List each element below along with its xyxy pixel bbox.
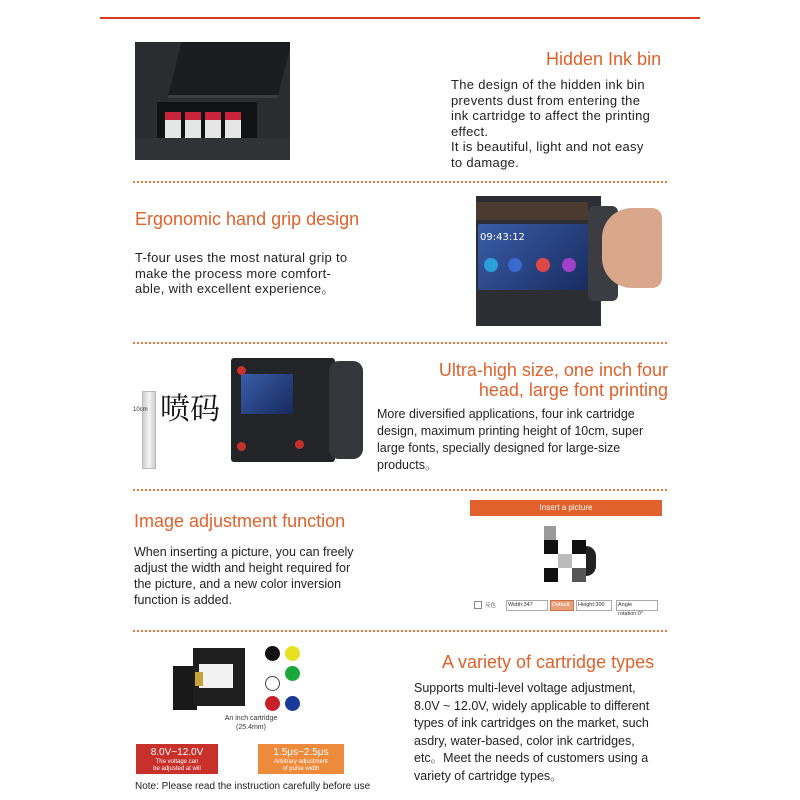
- pixel-block: [572, 540, 586, 554]
- image-adjust-title: Image adjustment function: [134, 511, 346, 531]
- pixel-block: [544, 568, 558, 582]
- hidden-bin-title: Hidden Ink bin: [546, 49, 662, 69]
- default-button[interactable]: Default: [550, 600, 574, 611]
- printer-device: [231, 358, 335, 462]
- ink-color-dot: [265, 676, 280, 691]
- ink-color-dot: [265, 696, 280, 711]
- text-line: T-four uses the most natural grip to: [135, 250, 348, 265]
- ruler-label: 10cm: [133, 407, 148, 413]
- cartridges-text: [414, 680, 676, 785]
- title-line: Ultra-high size, one inch four: [438, 360, 668, 380]
- cartridge-row: [476, 202, 588, 220]
- print-sample: 喷码: [160, 392, 220, 427]
- caption-line: An inch cartridge: [224, 715, 278, 722]
- text-line: Supports multi-level voltage adjustment,: [414, 681, 636, 695]
- badge-note: Arbitrary adjustment: [274, 759, 328, 765]
- knob: [237, 366, 246, 375]
- text-line: able, with excellent experience。: [135, 281, 335, 296]
- dialog-title-bar: Insert a picture: [470, 500, 662, 516]
- text-line: to damage.: [451, 154, 520, 170]
- title-line: head, large font printing: [478, 380, 668, 400]
- text-line: prevents dust from entering the: [451, 92, 641, 108]
- pixel-block: [544, 526, 556, 540]
- grip-title: Ergonomic hand grip design: [135, 209, 360, 229]
- hand: [602, 208, 662, 288]
- text-line: 8.0V ~ 12.0V, widely applicable to different: [414, 698, 650, 713]
- cartridge-label: [199, 664, 233, 688]
- ink-cartridge: [173, 642, 245, 710]
- top-rule: [100, 17, 700, 19]
- section-divider: [133, 630, 667, 632]
- app-icon: [536, 258, 550, 272]
- text-line: large fonts, specially designed for large-size: [377, 441, 621, 455]
- ultra-text: [377, 406, 672, 474]
- pixel-block: [572, 568, 586, 582]
- screen-clock: 09:43:12: [480, 232, 525, 243]
- picture-preview: [540, 526, 600, 584]
- text-line: the picture, and a new color inversion: [134, 577, 342, 591]
- text-line: types of ink cartridges on the market, such: [414, 716, 649, 730]
- text-line: ink cartridge to affect the printing: [451, 108, 651, 123]
- text-line: adjust the width and height required for: [134, 561, 351, 575]
- knob: [237, 442, 246, 451]
- badge-note: The voltage can: [155, 759, 199, 765]
- knob: [295, 440, 304, 449]
- image-adjust-text: [134, 544, 404, 608]
- text-line: products。: [377, 458, 438, 472]
- text-line: It is beautiful, light and not easy: [451, 139, 644, 154]
- printer-lid: [168, 42, 290, 98]
- section-divider: [133, 489, 667, 491]
- text-line: make the process more comfort-: [135, 265, 332, 281]
- badge-note: of pulse width: [282, 765, 320, 772]
- text-line: etc。Meet the needs of customers using a: [414, 751, 649, 765]
- pixel-block: [586, 546, 596, 576]
- text-line: asdry, water-based, color ink cartridges,: [414, 733, 635, 748]
- ruler: [142, 391, 156, 469]
- pixel-block: [544, 540, 558, 554]
- hand-grip: [329, 361, 363, 459]
- ink-color-dot: [285, 646, 300, 661]
- cartridge-photo: [163, 636, 313, 736]
- invert-label: 反色: [485, 603, 497, 609]
- ink-color-dot: [285, 696, 300, 711]
- app-icon: [484, 258, 498, 272]
- dialog-controls: [474, 600, 662, 617]
- text-line: variety of cartridge types。: [414, 768, 563, 783]
- text-line: effect.: [451, 123, 489, 139]
- cartridge-contacts: [195, 672, 203, 686]
- grip-text: [135, 250, 395, 297]
- hidden-bin-photo: [135, 42, 290, 160]
- ink-color-dots: [263, 644, 303, 712]
- badge-value: 1.5μs~2.5μs: [273, 747, 329, 758]
- height-field[interactable]: Height:300: [576, 600, 612, 611]
- invert-checkbox[interactable]: [474, 601, 482, 609]
- angle-rotation-field[interactable]: Angle rotation:0°: [616, 600, 658, 611]
- section-divider: [133, 181, 667, 183]
- badge-value: 8.0V~12.0V: [150, 747, 204, 758]
- pixel-block: [558, 554, 572, 568]
- printer-body: [135, 138, 290, 160]
- voltage-badge: [136, 744, 218, 774]
- device-screen: [241, 374, 293, 414]
- text-line: design, maximum printing height of 10cm, super: [377, 424, 644, 438]
- hidden-bin-text: [451, 77, 691, 170]
- text-line: The design of the hidden ink bin: [451, 77, 645, 92]
- text-line: When inserting a picture, you can freely: [134, 545, 354, 559]
- section-divider: [133, 342, 667, 344]
- app-icon: [562, 258, 576, 272]
- width-field[interactable]: Width:347: [506, 600, 548, 611]
- text-line: More diversified applications, four ink cartridge: [377, 407, 635, 421]
- pulse-badge: [258, 744, 344, 774]
- ultra-high-photo: [133, 353, 365, 471]
- ink-color-dot: [285, 666, 300, 681]
- ultra-title: [420, 360, 668, 400]
- device-screen: [478, 224, 596, 290]
- insert-picture-dialog: [470, 500, 662, 616]
- cartridge-caption: [211, 714, 291, 732]
- usage-note: Note: Please read the instruction carefully before use: [135, 781, 371, 792]
- text-line: function is added.: [134, 593, 232, 607]
- cartridges-title: A variety of cartridge types: [442, 652, 655, 672]
- ink-color-dot: [265, 646, 280, 661]
- grip-photo: [476, 196, 662, 326]
- app-icon: [508, 258, 522, 272]
- badge-note: be adjusted at will: [153, 765, 201, 772]
- caption-line: (25.4mm): [236, 724, 266, 731]
